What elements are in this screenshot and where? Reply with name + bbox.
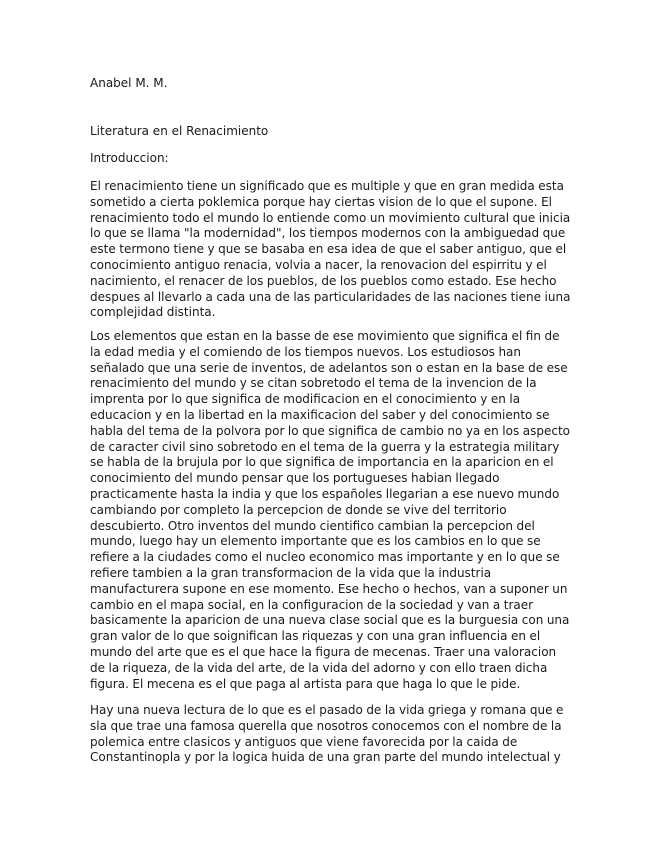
body-paragraph-1: El renacimiento tiene un significado que es multiple y que en gran medida esta sometido a cierta poklemica porque hay ciertas vision de lo que el supone. El renacimiento todo el mundo lo entiende como un movimiento cultural que inicia lo que se llama "la modernidad", los tiempos modernos con la ambiguedad que este termono tiene y que se basaba en esa idea de que el saber antiguo, que el conocimiento antiguo renacia, volvia a nacer, la renovacion del espirritu y el nacimiento, el renacer de los pueblos, de los pueblos como estado. Ese hecho despues al llevarlo a cada una de las particularidades de las naciones tiene iuna complejidad distinta. xyxy=(90,179,571,320)
body-paragraph-3: Hay una nueva lectura de lo que es el pasado de la vida griega y romana que e sla que trae una famosa querella que nosotros conocemos con el nombre de la polemica entre clasicos y antiguos que viene favorecida por la caida de Constantinopla y por la logica huida de una gran parte del mundo intelectual y xyxy=(90,703,564,765)
author-name: Anabel M. M. xyxy=(90,76,168,90)
body-paragraph-2: Los elementos que estan en la basse de ese movimiento que significa el fin de la edad media y el comiendo de los tiempos nuevos. Los estudiosos han señalado que una serie de inventos, de adelantos son o estan en la base de ese renacimiento del mundo y se citan sobretodo el tema de la invencion de la imprenta por lo que significa de modificacion en el conocimiento y en la educacion y en la libertad en la maxificacion del saber y del conocimiento se habla del tema de la polvora por lo que significa de cambio no ya en los aspecto de caracter civil sino sobretodo en el tema de la guerra y la estrategia military se habla de la brujula por lo que significa de importancia en la aparicion en el conocimiento del mundo pensar que los portugueses habian llegado practicamente hasta la india y que los españoles llegarian a ese nuevo mundo cambiando por completo la percepcion de donde se vive del territorio descubierto. Otro inventos del mundo cientifico cambian la percepcion del mundo, luego hay un elemento importante que es los cambios en lo que se refiere a la ciudades como el nucleo economico mas importante y en lo que se refiere tambien a la gran transformacion de la vida que la industria manufacturera supone en ese momento. Ese hecho o hechos, van a suponer un cambio en el mapa social, en la configuracion de la sociedad y van a traer basicamente la aparicion de una nueva clase social que es la burguesia con una gran valor de lo que soignifican las riquezas y con una gran influencia en el mundo del arte que es el que hace la figura de mecenas. Traer una valoracion de la riqueza, de la vida del arte, de la vida del adorno y con ello traen dicha figura. El mecena es el que paga al artista para que haga lo que le pide. xyxy=(90,329,570,691)
document-title: Literatura en el Renacimiento xyxy=(90,124,269,138)
intro-heading: Introduccion: xyxy=(90,151,169,165)
